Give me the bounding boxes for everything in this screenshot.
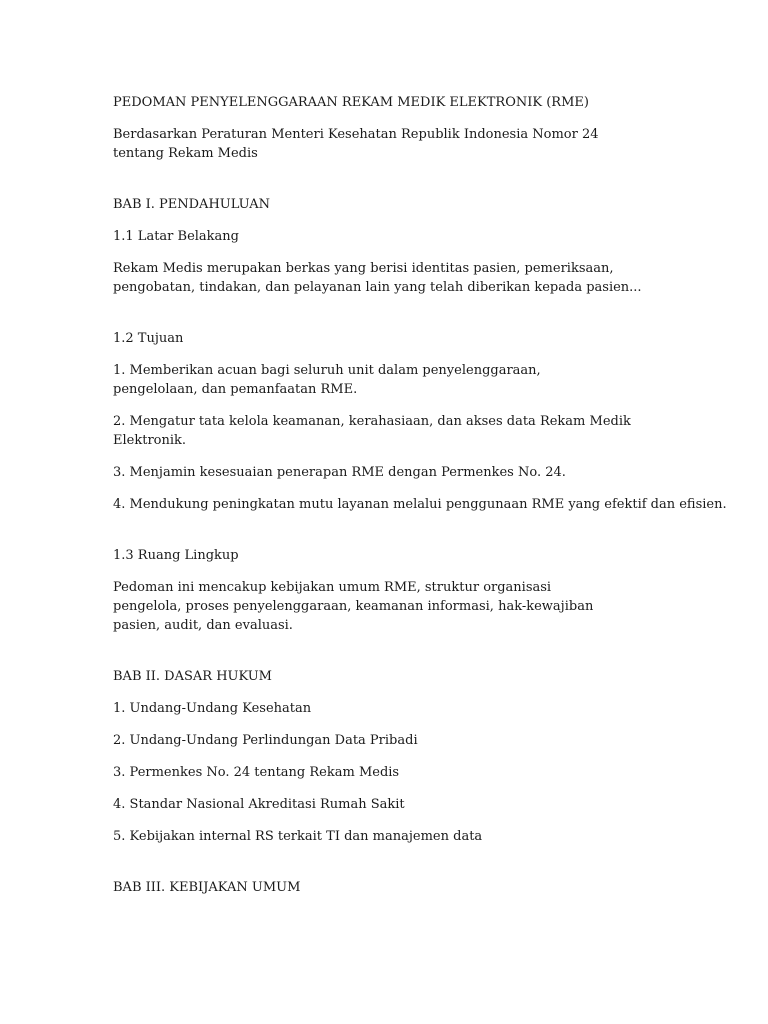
document-page [113,93,727,897]
list-item: 3. Permenkes No. 24 tentang Rekam Medis [113,765,400,780]
document-title: PEDOMAN PENYELENGGARAAN REKAM MEDIK ELEKTRONIK (RME) [113,95,589,110]
intro-paragraph: Berdasarkan Peraturan Menteri Kesehatan Republik Indonesia Nomor 24 tentang Rekam Medis [113,127,599,161]
list-item: 2. Undang-Undang Perlindungan Data Pribadi [113,733,418,748]
section-1-1-heading: 1.1 Latar Belakang [113,229,239,244]
section-1-3-heading: 1.3 Ruang Lingkup [113,548,239,563]
list-item: 5. Kebijakan internal RS terkait TI dan manajemen data [113,829,483,844]
list-item: 4. Mendukung peningkatan mutu layanan melalui penggunaan RME yang efektif dan efisien. [113,497,727,512]
list-item: 2. Mengatur tata kelola keamanan, kerahasiaan, dan akses data Rekam Medik Elektronik. [113,414,631,448]
list-item: 1. Memberikan acuan bagi seluruh unit dalam penyelenggaraan, pengelolaan, dan pemanfaatan RME. [113,363,541,397]
bab3-heading: BAB III. KEBIJAKAN UMUM [113,880,301,895]
bab2-heading: BAB II. DASAR HUKUM [113,669,272,684]
section-1-3-text: Pedoman ini mencakup kebijakan umum RME, struktur organisasi pengelola, proses penyelenggaraan, keamanan informasi, hak-kewajiban pasien, audit, dan evaluasi. [113,580,594,633]
list-item: 1. Undang-Undang Kesehatan [113,701,312,716]
bab1-heading: BAB I. PENDAHULUAN [113,197,270,212]
section-1-1-text: Rekam Medis merupakan berkas yang berisi identitas pasien, pemeriksaan, pengobatan, tindakan, dan pelayanan lain yang telah diberikan kepada pasien... [113,261,642,295]
list-item: 3. Menjamin kesesuaian penerapan RME dengan Permenkes No. 24. [113,465,566,480]
section-1-2-heading: 1.2 Tujuan [113,331,184,346]
list-item: 4. Standar Nasional Akreditasi Rumah Sakit [113,797,405,812]
